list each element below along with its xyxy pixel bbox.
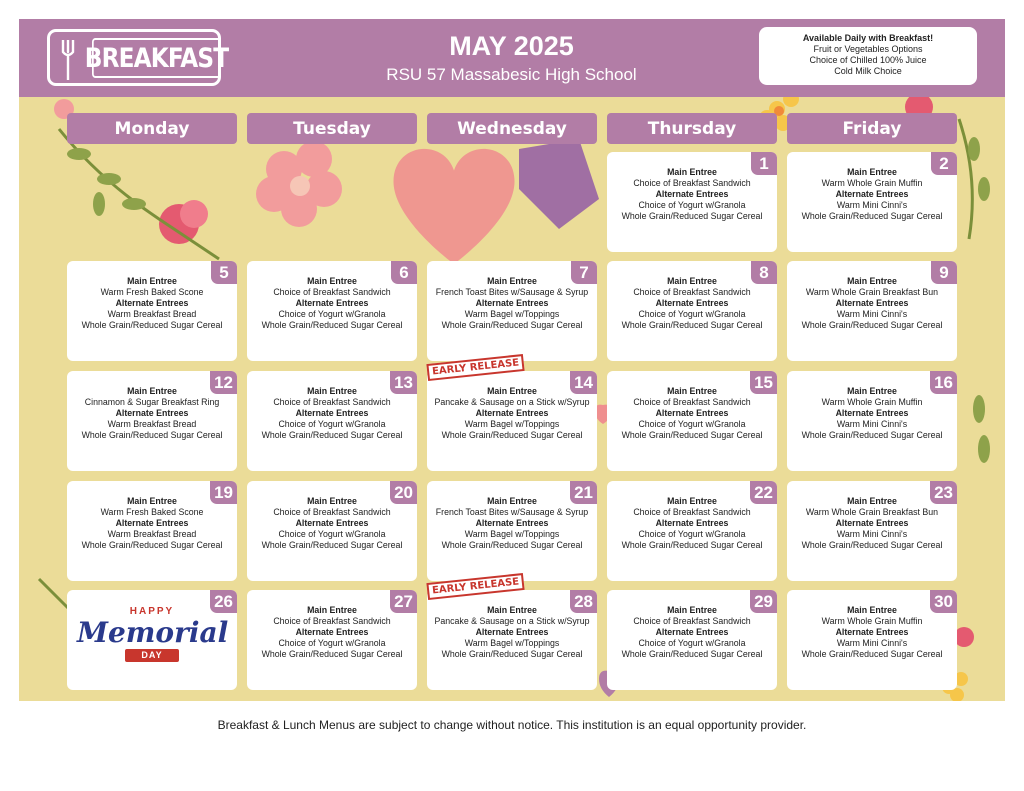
day-number: 30 [930, 590, 957, 613]
main-entree-item: Choice of Breakfast Sandwich [273, 507, 391, 517]
header-band [19, 19, 1005, 97]
main-entree-item: Choice of Breakfast Sandwich [633, 616, 751, 626]
main-entree-item: Cinnamon & Sugar Breakfast Ring [84, 397, 220, 407]
alternate-entree-item: Whole Grain/Reduced Sugar Cereal [801, 320, 943, 330]
main-entree-label: Main Entree [847, 386, 897, 396]
day-cell [787, 152, 957, 252]
daily-info-box [759, 27, 977, 85]
daily-info-line: Cold Milk Choice [834, 66, 902, 76]
main-entree-label: Main Entree [667, 167, 717, 177]
memorial-day-graphic [77, 606, 227, 682]
day-cell [787, 371, 957, 471]
day-number: 27 [390, 590, 417, 613]
alternate-entree-item: Whole Grain/Reduced Sugar Cereal [81, 540, 223, 550]
alternate-entree-item: Choice of Yogurt w/Granola [638, 200, 746, 210]
alternate-entree-item: Whole Grain/Reduced Sugar Cereal [441, 320, 583, 330]
alternate-entree-item: Whole Grain/Reduced Sugar Cereal [621, 320, 763, 330]
main-entree-label: Main Entree [847, 496, 897, 506]
main-entree-label: Main Entree [307, 276, 357, 286]
main-entree-item: Choice of Breakfast Sandwich [633, 178, 751, 188]
weekday-header-friday: Friday [787, 113, 957, 144]
day-number: 23 [930, 481, 957, 504]
day-number: 7 [571, 261, 597, 284]
alternate-entrees-label: Alternate Entrees [835, 518, 909, 528]
day-number: 9 [931, 261, 957, 284]
day-cell [427, 261, 597, 361]
main-entree-label: Main Entree [127, 386, 177, 396]
alternate-entrees-label: Alternate Entrees [655, 518, 729, 528]
logo-text: BREAKFAST [92, 38, 221, 78]
day-cell [67, 371, 237, 471]
alternate-entree-item: Warm Breakfast Bread [107, 419, 197, 429]
day-number: 5 [211, 261, 237, 284]
weekday-header-monday: Monday [67, 113, 237, 144]
alternate-entrees-label: Alternate Entrees [295, 518, 369, 528]
holiday-line: Memorial [77, 616, 229, 649]
day-number: 20 [390, 481, 417, 504]
alternate-entrees-label: Alternate Entrees [475, 627, 549, 637]
alternate-entrees-label: Alternate Entrees [295, 408, 369, 418]
alternate-entree-item: Choice of Yogurt w/Granola [638, 309, 746, 319]
daily-info-title: Available Daily with Breakfast! [802, 33, 934, 43]
main-entree-label: Main Entree [667, 276, 717, 286]
menu-sheet [19, 19, 1005, 701]
alternate-entrees-label: Alternate Entrees [655, 408, 729, 418]
day-cell [427, 481, 597, 581]
main-entree-item: Warm Whole Grain Muffin [821, 178, 923, 188]
day-number: 16 [930, 371, 957, 394]
alternate-entree-item: Choice of Yogurt w/Granola [638, 638, 746, 648]
main-entree-label: Main Entree [307, 386, 357, 396]
main-entree-item: Warm Fresh Baked Scone [100, 507, 204, 517]
alternate-entree-item: Whole Grain/Reduced Sugar Cereal [621, 649, 763, 659]
main-entree-item: Choice of Breakfast Sandwich [633, 287, 751, 297]
day-number: 28 [570, 590, 597, 613]
alternate-entree-item: Whole Grain/Reduced Sugar Cereal [81, 430, 223, 440]
main-entree-item: Choice of Breakfast Sandwich [273, 287, 391, 297]
holiday-line: HAPPY [129, 606, 175, 617]
main-entree-label: Main Entree [667, 386, 717, 396]
menu-content [427, 496, 597, 551]
main-entree-item: Pancake & Sausage on a Stick w/Syrup [434, 616, 590, 626]
alternate-entree-item: Warm Bagel w/Toppings [464, 529, 560, 539]
menu-content [427, 605, 597, 660]
day-number: 19 [210, 481, 237, 504]
day-number: 1 [751, 152, 777, 175]
day-cell [607, 152, 777, 252]
main-entree-item: Warm Whole Grain Muffin [821, 397, 923, 407]
alternate-entrees-label: Alternate Entrees [835, 189, 909, 199]
main-entree-label: Main Entree [667, 605, 717, 615]
day-cell [247, 590, 417, 690]
alternate-entree-item: Choice of Yogurt w/Granola [278, 309, 386, 319]
alternate-entree-item: Whole Grain/Reduced Sugar Cereal [801, 540, 943, 550]
day-cell [787, 481, 957, 581]
daily-info-line: Fruit or Vegetables Options [813, 44, 923, 54]
alternate-entrees-label: Alternate Entrees [295, 298, 369, 308]
menu-content [787, 386, 957, 441]
menu-content [67, 386, 237, 441]
day-cell [607, 590, 777, 690]
alternate-entree-item: Whole Grain/Reduced Sugar Cereal [801, 211, 943, 221]
main-entree-item: Warm Whole Grain Muffin [821, 616, 923, 626]
main-entree-label: Main Entree [847, 276, 897, 286]
alternate-entrees-label: Alternate Entrees [115, 518, 189, 528]
day-cell [607, 261, 777, 361]
menu-content [67, 276, 237, 331]
month-title: MAY 2025 [449, 31, 574, 61]
menu-content [247, 386, 417, 441]
alternate-entrees-label: Alternate Entrees [835, 627, 909, 637]
alternate-entree-item: Choice of Yogurt w/Granola [638, 419, 746, 429]
alternate-entree-item: Warm Mini Cinni's [836, 309, 908, 319]
day-cell [607, 481, 777, 581]
alternate-entree-item: Warm Bagel w/Toppings [464, 419, 560, 429]
day-cell [67, 590, 237, 690]
alternate-entrees-label: Alternate Entrees [115, 298, 189, 308]
alternate-entree-item: Whole Grain/Reduced Sugar Cereal [621, 540, 763, 550]
menu-content [607, 605, 777, 660]
day-cell [787, 261, 957, 361]
alternate-entree-item: Choice of Yogurt w/Granola [278, 638, 386, 648]
alternate-entree-item: Whole Grain/Reduced Sugar Cereal [621, 211, 763, 221]
alternate-entree-item: Warm Mini Cinni's [836, 200, 908, 210]
alternate-entrees-label: Alternate Entrees [475, 518, 549, 528]
main-entree-label: Main Entree [487, 605, 537, 615]
day-cell [247, 481, 417, 581]
alternate-entree-item: Whole Grain/Reduced Sugar Cereal [261, 540, 403, 550]
alternate-entree-item: Whole Grain/Reduced Sugar Cereal [81, 320, 223, 330]
day-number: 29 [750, 590, 777, 613]
alternate-entrees-label: Alternate Entrees [835, 298, 909, 308]
menu-content [607, 496, 777, 551]
main-entree-item: Choice of Breakfast Sandwich [633, 397, 751, 407]
menu-content [787, 276, 957, 331]
alternate-entree-item: Warm Bagel w/Toppings [464, 638, 560, 648]
alternate-entree-item: Whole Grain/Reduced Sugar Cereal [801, 430, 943, 440]
menu-content [427, 276, 597, 331]
day-cell [67, 481, 237, 581]
menu-content [607, 167, 777, 222]
alternate-entrees-label: Alternate Entrees [475, 408, 549, 418]
day-cell [67, 261, 237, 361]
alternate-entree-item: Warm Mini Cinni's [836, 529, 908, 539]
day-cell [247, 371, 417, 471]
day-cell [607, 371, 777, 471]
menu-content [607, 276, 777, 331]
alternate-entrees-label: Alternate Entrees [295, 627, 369, 637]
alternate-entree-item: Choice of Yogurt w/Granola [278, 529, 386, 539]
day-number: 8 [751, 261, 777, 284]
menu-content [787, 167, 957, 222]
footer-disclaimer: Breakfast & Lunch Menus are subject to change without notice. This institution is an equal opportunity provider. [217, 718, 807, 732]
early-release-badge: EARLY RELEASE [426, 573, 525, 600]
day-number: 12 [210, 371, 237, 394]
alternate-entrees-label: Alternate Entrees [475, 298, 549, 308]
day-number: 13 [390, 371, 417, 394]
main-entree-label: Main Entree [847, 605, 897, 615]
alternate-entree-item: Whole Grain/Reduced Sugar Cereal [441, 540, 583, 550]
alternate-entree-item: Whole Grain/Reduced Sugar Cereal [261, 649, 403, 659]
weekday-header-thursday: Thursday [607, 113, 777, 144]
main-entree-label: Main Entree [127, 276, 177, 286]
alternate-entree-item: Choice of Yogurt w/Granola [638, 529, 746, 539]
menu-content [427, 386, 597, 441]
main-entree-item: Choice of Breakfast Sandwich [273, 397, 391, 407]
day-number: 6 [391, 261, 417, 284]
alternate-entrees-label: Alternate Entrees [835, 408, 909, 418]
menu-content [67, 496, 237, 551]
alternate-entree-item: Whole Grain/Reduced Sugar Cereal [261, 430, 403, 440]
alternate-entree-item: Whole Grain/Reduced Sugar Cereal [441, 649, 583, 659]
alternate-entrees-label: Alternate Entrees [655, 627, 729, 637]
alternate-entree-item: Whole Grain/Reduced Sugar Cereal [261, 320, 403, 330]
holiday-line: DAY [125, 649, 178, 662]
alternate-entree-item: Warm Breakfast Bread [107, 309, 197, 319]
main-entree-item: Warm Whole Grain Breakfast Bun [805, 507, 939, 517]
day-number: 14 [570, 371, 597, 394]
alternate-entrees-label: Alternate Entrees [115, 408, 189, 418]
main-entree-label: Main Entree [487, 386, 537, 396]
day-cell [427, 357, 597, 471]
day-number: 26 [210, 590, 237, 613]
main-entree-label: Main Entree [307, 605, 357, 615]
daily-info-line: Choice of Chilled 100% Juice [809, 55, 927, 65]
alternate-entree-item: Whole Grain/Reduced Sugar Cereal [441, 430, 583, 440]
day-cell [247, 261, 417, 361]
main-entree-label: Main Entree [127, 496, 177, 506]
alternate-entrees-label: Alternate Entrees [655, 189, 729, 199]
alternate-entrees-label: Alternate Entrees [655, 298, 729, 308]
weekday-header-tuesday: Tuesday [247, 113, 417, 144]
day-cell [787, 590, 957, 690]
alternate-entree-item: Warm Mini Cinni's [836, 419, 908, 429]
main-entree-item: Warm Fresh Baked Scone [100, 287, 204, 297]
menu-content [247, 605, 417, 660]
main-entree-label: Main Entree [487, 496, 537, 506]
day-cell [427, 576, 597, 690]
breakfast-logo [47, 29, 229, 86]
main-entree-item: Choice of Breakfast Sandwich [273, 616, 391, 626]
main-entree-label: Main Entree [847, 167, 897, 177]
main-entree-item: French Toast Bites w/Sausage & Syrup [435, 507, 589, 517]
day-number: 2 [931, 152, 957, 175]
menu-content [247, 496, 417, 551]
alternate-entree-item: Choice of Yogurt w/Granola [278, 419, 386, 429]
alternate-entree-item: Warm Breakfast Bread [107, 529, 197, 539]
menu-content [247, 276, 417, 331]
alternate-entree-item: Warm Bagel w/Toppings [464, 309, 560, 319]
alternate-entree-item: Warm Mini Cinni's [836, 638, 908, 648]
main-entree-item: Pancake & Sausage on a Stick w/Syrup [434, 397, 590, 407]
early-release-badge: EARLY RELEASE [426, 354, 525, 381]
day-number: 21 [570, 481, 597, 504]
weekday-header-wednesday: Wednesday [427, 113, 597, 144]
main-entree-item: Warm Whole Grain Breakfast Bun [805, 287, 939, 297]
main-entree-label: Main Entree [307, 496, 357, 506]
main-entree-label: Main Entree [667, 496, 717, 506]
main-entree-item: Choice of Breakfast Sandwich [633, 507, 751, 517]
main-entree-item: French Toast Bites w/Sausage & Syrup [435, 287, 589, 297]
menu-content [607, 386, 777, 441]
alternate-entree-item: Whole Grain/Reduced Sugar Cereal [801, 649, 943, 659]
menu-content [787, 605, 957, 660]
main-entree-label: Main Entree [487, 276, 537, 286]
day-number: 15 [750, 371, 777, 394]
day-number: 22 [750, 481, 777, 504]
fork-icon [60, 40, 80, 80]
school-name: RSU 57 Massabesic High School [386, 65, 637, 84]
alternate-entree-item: Whole Grain/Reduced Sugar Cereal [621, 430, 763, 440]
menu-content [787, 496, 957, 551]
